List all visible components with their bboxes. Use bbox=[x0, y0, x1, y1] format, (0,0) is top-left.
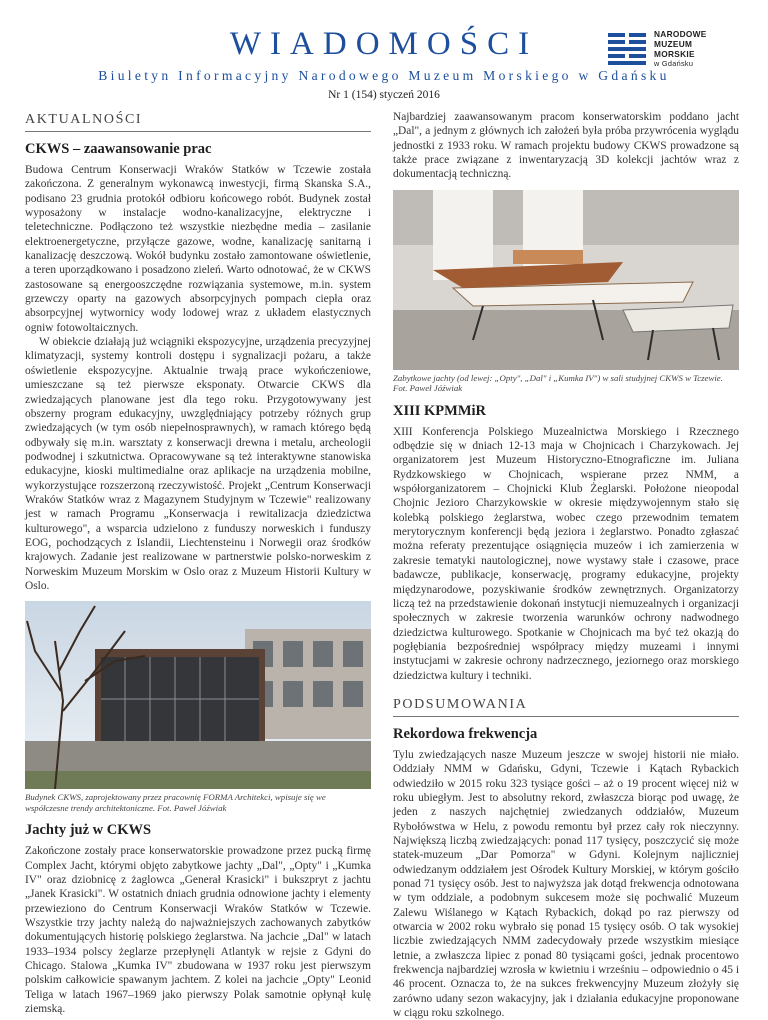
yachts-photo bbox=[393, 190, 739, 370]
building-photo bbox=[25, 601, 371, 789]
logo-mark-icon bbox=[608, 31, 646, 71]
article-paragraph: Budowa Centrum Konserwacji Wraków Statków w Tczewie została zakończona. Z generalnym wykonawcą inwestycji, firmą Skanska S.A., podisano 23 grudnia protokół odbioru końcowego robót. Budynek został wyposażony w instalacje wodno-kanalizacyjne, elektryczne i teletechniczne. Podłączono też wszystkie niezbędne media – zasilanie elektroenergetyczne, przyłącze gazowe, wodne, kanalizację sanitarną i kanalizację deszczową. Wokół budynku zostało zamontowane oświetlenie, a teren uporządkowano i posadzono zieleń. Warto odnotować, że w CKWS zastosowane są energooszczędne rozwiązania systemowe, m.in. system grzewczy oparty na gazowych absorpcyjnych pompach ciepła oraz absorpcyjnej wytwornicy wody lodowej wraz z układem elastycznych ogniw fotowoltaicznych. bbox=[25, 164, 371, 334]
article-paragraph: XIII Konferencja Polskiego Muzealnictwa Morskiego i Rzecznego odbędzie się w dniach 12-13 maja w Chojnicach i Charzykowach. Jej organizatorem jest Muzeum Historyczno-Etnograficzne im. Juliana Rydzkowskiego w Chojnicach, wspierane przez NMM, a współorganizatorem – Chojnicki Klub Żeglarski. Położone nieopodal Chojnic Jezioro Charzykowskie w okresie międzywojennym stało się kolebką polskiego żeglarstwa, wobec czego przewodnim tematem merytorycznym konferencji będą jeziora i żeglarstwo. Ponadto zgłaszać można referaty prezentujące osiągnięcia muzeów i ich zamierzenia w zakresie tematyki nautologicznej, nowe wystawy stałe i czasowe, prace badawcze, publikacje, konserwację, programy edukacyjne, projekty międzynarodowe, pozyskiwanie środków zewnętrznych. Organizatorzy liczą też na przedstawienie dokonań instytucji niemuzealnych i organizacji społecznych w zakresie tworzenia warunków ochrony nadwodnego dziedzictwa kulturowego. Spotkanie w Chojnicach ma być też okazją do pogłębiania bezpośredniej współpracy między muzeami i innymi instytucjami w zakresie ochrony nadrzecznego, jeziornego oraz morskiego dziedzictwa kultury i techniki. bbox=[393, 425, 739, 682]
article-paragraph: W obiekcie działają już wciągniki ekspozycyjne, urządzenia precyzyjnej klimatyzacji, systemy kontroli dostępu i sygnalizacji pożaru, a także oświetlenie ekspozycyjne. Aktualnie trwają prace wykończeniowe, umieszczane są też pierwsze eksponaty. Otwarcie CKWS dla zwiedzających planowane jest dla tego roku. Przygotowywany jest obszerny program edukacyjny, uwzględniający potrzeby różnych grup zwiedzających (w tym osób niepełnosprawnych), w ramach którego będą odbywały się m.in. warsztaty z konserwacji drewna i metalu, archeologii podwodnej i szkutnictwa. Opracowywane są też interaktywne stanowiska edukacyjne, kioski multimedialne oraz aplikacje na urządzenia mobilne, wykorzystujące rozszerzoną rzeczywistość. Projekt „Centrum Konserwacji Wraków Statków wraz z Magazynem Studyjnym w Tczewie" realizowany jest w ramach Programu „Konserwacja i rewitalizacja dziedzictwa kulturowego", a wsparcia udzielono z funduszy norweskich i funduszy EOG, pochodzących z Islandii, Liechtensteinu i Norwegii oraz środków krajowych. Zadanie jest realizowane w partnerstwie polsko-norweskim z Norweskim Muzeum Morskim w Oslo oraz z Muzeum Historii Kultury w Oslo. bbox=[25, 336, 371, 592]
section-heading-podsumowania: PODSUMOWANIA bbox=[393, 695, 739, 717]
article-title-ckws: CKWS – zaawansowanie prac bbox=[25, 141, 212, 157]
newsletter-title: WIADOMOŚCI bbox=[229, 26, 539, 62]
yachts-photo-caption: Zabytkowe jachty (od lewej: „Opty", „Dal" i „Kumka IV") w sali studyjnej CKWS w Tczewie. Fot. Paweł Jóźwiak bbox=[393, 372, 723, 394]
article-title-frekwencja: Rekordowa frekwencja bbox=[393, 725, 538, 742]
logo-line-1: NARODOWE bbox=[654, 29, 707, 39]
article-paragraph: Zakończone zostały prace konserwatorskie prowadzone przez pucką firmę Complex Jacht, którymi objęto zabytkowe jachty „Dal", „Opty" i „Kumka IV" oraz dziobnicę z żaglowca „Generał Krasicki" i bukszpryt z jachtu „Janek Krasicki". W ostatnich dniach grudnia odnowione jachty i elementy przewieziono do Centrum Konserwacji Wraków Statków w Tczewie. Wszystkie trzy jachty należą do najważniejszych zachowanych zabytków dokumentujących historię polskiego żeglarstwa. Na jachcie „Dal" w latach 1933–1934 polscy żeglarze przepłynęli Atlantyk w rejsie z Gdyni do Chicago. Stalowa „Kumka IV" zbudowana w 1937 roku jest pierwszym polskim całkowicie spawanym jachtem. Z kolei na jachcie „Opty" Leonid Teliga w latach 1967–1969 jako pierwszy Polak samotnie opłynął kulę ziemską. bbox=[25, 845, 371, 1016]
logo-line-4: w Gdańsku bbox=[654, 59, 694, 68]
building-photo-caption: Budynek CKWS, zaprojektowany przez pracownię FORMA Architekci, wpisuje się we współczesne trendy architektoniczne. Fot. Paweł Jóźwiak bbox=[25, 792, 326, 813]
logo-line-2: MUZEUM bbox=[654, 39, 693, 49]
article-paragraph: Tylu zwiedzających nasze Muzeum jeszcze w swojej historii nie miało. Oddziały NMM w Gdańsku, Gdyni, Tczewie i Kątach Rybackich odwiedziło w 2015 roku 323 tysiące gości – aż o 19 procent więcej niż w roku ubiegłym. Jest to absolutny rekord, zwłaszcza biorąc pod uwagę, że jeden z naszych najchętniej zwiedzanych oddziałów, Muzeum Rybołówstwa w Helu, z powodu remontu był przez cały rok nieczynny. Największą liczbą zwiedzających: ponad 117 tysięcy, poszczycić się może statek-muzeum „Dar Pomorza" w Gdyni. Kolejnym najliczniej odwiedzanym oddziałem jest Ośrodek Kultury Morskiej, w którym gościło ponad 71 tysięcy osób. Jest to najwyższa jak dotąd frekwencja odnotowana w tym oddziale, a podobnym sukcesem może się pochwalić Muzeum Zalewu Wiślanego w Kątach Rybackich, dokąd po raz pierwszy od otwarcia w 2002 roku wybrało się ponad 15 tysięcy osób. O tak wysokiej liczbie zwiedzających NMM zadecydowały przede wszystkim miesiące letnie, a zwłaszcza lipiec z ponad 80 tysiącami gości, jednak procentowo frekwencja najbardziej wzrosła w kwietniu i wrześniu – odpowiednio o 45 i 46 procent. Oznacza to, że na sukces frekwencyjny Muzeum złożyły się zarówno udany sezon wakacyjny, jak i działania edukacyjne proponowane w ciągu roku szkolnego. bbox=[393, 748, 739, 1020]
left-column bbox=[25, 110, 371, 1016]
section-heading-aktualnosci: AKTUALNOŚCI bbox=[25, 110, 371, 132]
issue-number: Nr 1 (154) styczeń 2016 bbox=[328, 89, 440, 101]
article-paragraph: Najbardziej zaawansowanym pracom konserwatorskim poddano jacht „Dal", a jednym z głównych ich założeń była próba przywrócenia wyglądu jednostki z 1933 roku. W ramach projektu budowy CKWS prowadzone są także prace związane z inwentaryzacją 3D kolekcji jachtów wraz z dokumentacją techniczną. bbox=[393, 111, 739, 181]
museum-logo bbox=[608, 27, 743, 71]
logo-line-3: MORSKIE bbox=[654, 49, 695, 59]
article-title-kpmmir: XIII KPMMiR bbox=[393, 402, 487, 419]
right-column bbox=[393, 110, 739, 1020]
article-title-jachty: Jachty już w CKWS bbox=[25, 822, 152, 839]
newsletter-subtitle: Biuletyn Informacyjny Narodowego Muzeum Morskiego w Gdańsku bbox=[98, 68, 670, 83]
